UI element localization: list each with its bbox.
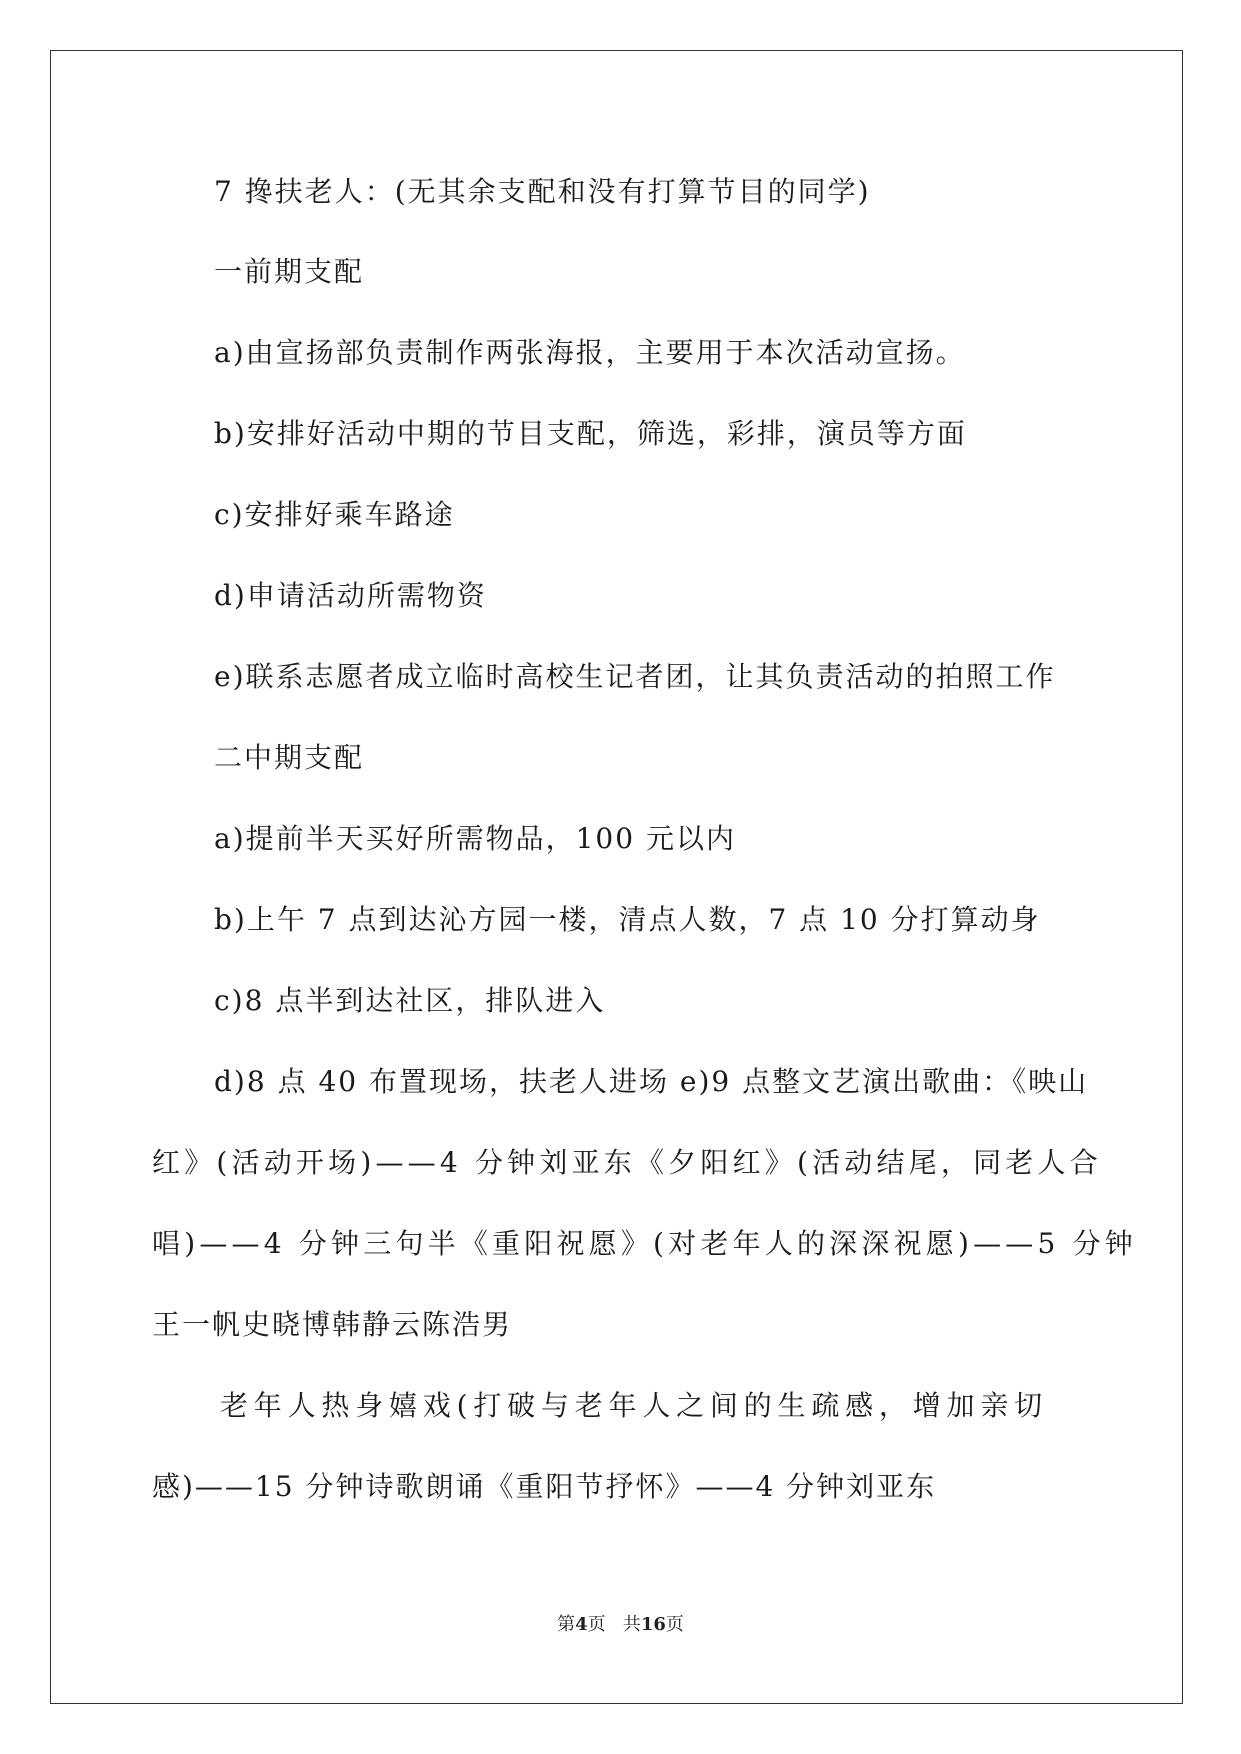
page-footer [0,1610,1241,1636]
text-line-7: e)联系志愿者成立临时高校生记者团，让其负责活动的拍照工作 [214,660,1056,693]
page-border [50,50,1183,1704]
section-heading-early: 一前期支配 [214,255,365,288]
text-line-9: a)提前半天买好所需物品，100 元以内 [214,822,736,855]
text-line-12: d)8 点 40 布置现场，扶老人进场 e)9 点整文艺演出歌曲：《映山 [214,1065,1089,1098]
text-line-4: b)安排好活动中期的节目支配，筛选，彩排，演员等方面 [214,417,967,450]
footer-current-page: 4 [575,1614,588,1635]
footer-total-suffix: 页 [665,1614,684,1635]
footer-total-pages: 16 [640,1614,666,1635]
footer-prefix: 第 [557,1614,576,1635]
footer-page-word: 页 [587,1614,606,1635]
text-line-16: 老年人热身嬉戏(打破与老年人之间的生疏感，增加亲切 [220,1389,1048,1422]
footer-total-prefix: 共 [622,1614,641,1635]
text-line-11: c)8 点半到达社区，排队进入 [214,984,606,1017]
text-line-13: 红》(活动开场)——4 分钟刘亚东《夕阳红》(活动结尾，同老人合 [152,1146,1102,1179]
text-line-14: 唱)——4 分钟三句半《重阳祝愿》(对老年人的深深祝愿)——5 分钟 [152,1227,1138,1260]
text-line-3: a)由宣扬部负责制作两张海报，主要用于本次活动宣扬。 [214,336,966,369]
text-line-1: 7 搀扶老人：(无其余支配和没有打算节目的同学) [214,175,871,208]
text-line-15: 王一帆史晓博韩静云陈浩男 [152,1308,513,1341]
text-line-6: d)申请活动所需物资 [214,579,487,612]
text-line-10: b)上午 7 点到达沁方园一楼，清点人数，7 点 10 分打算动身 [214,903,1041,936]
text-line-17: 感)——15 分钟诗歌朗诵《重阳节抒怀》——4 分钟刘亚东 [152,1470,937,1503]
section-heading-middle: 二中期支配 [214,741,365,774]
text-line-5: c)安排好乘车路途 [214,498,455,531]
